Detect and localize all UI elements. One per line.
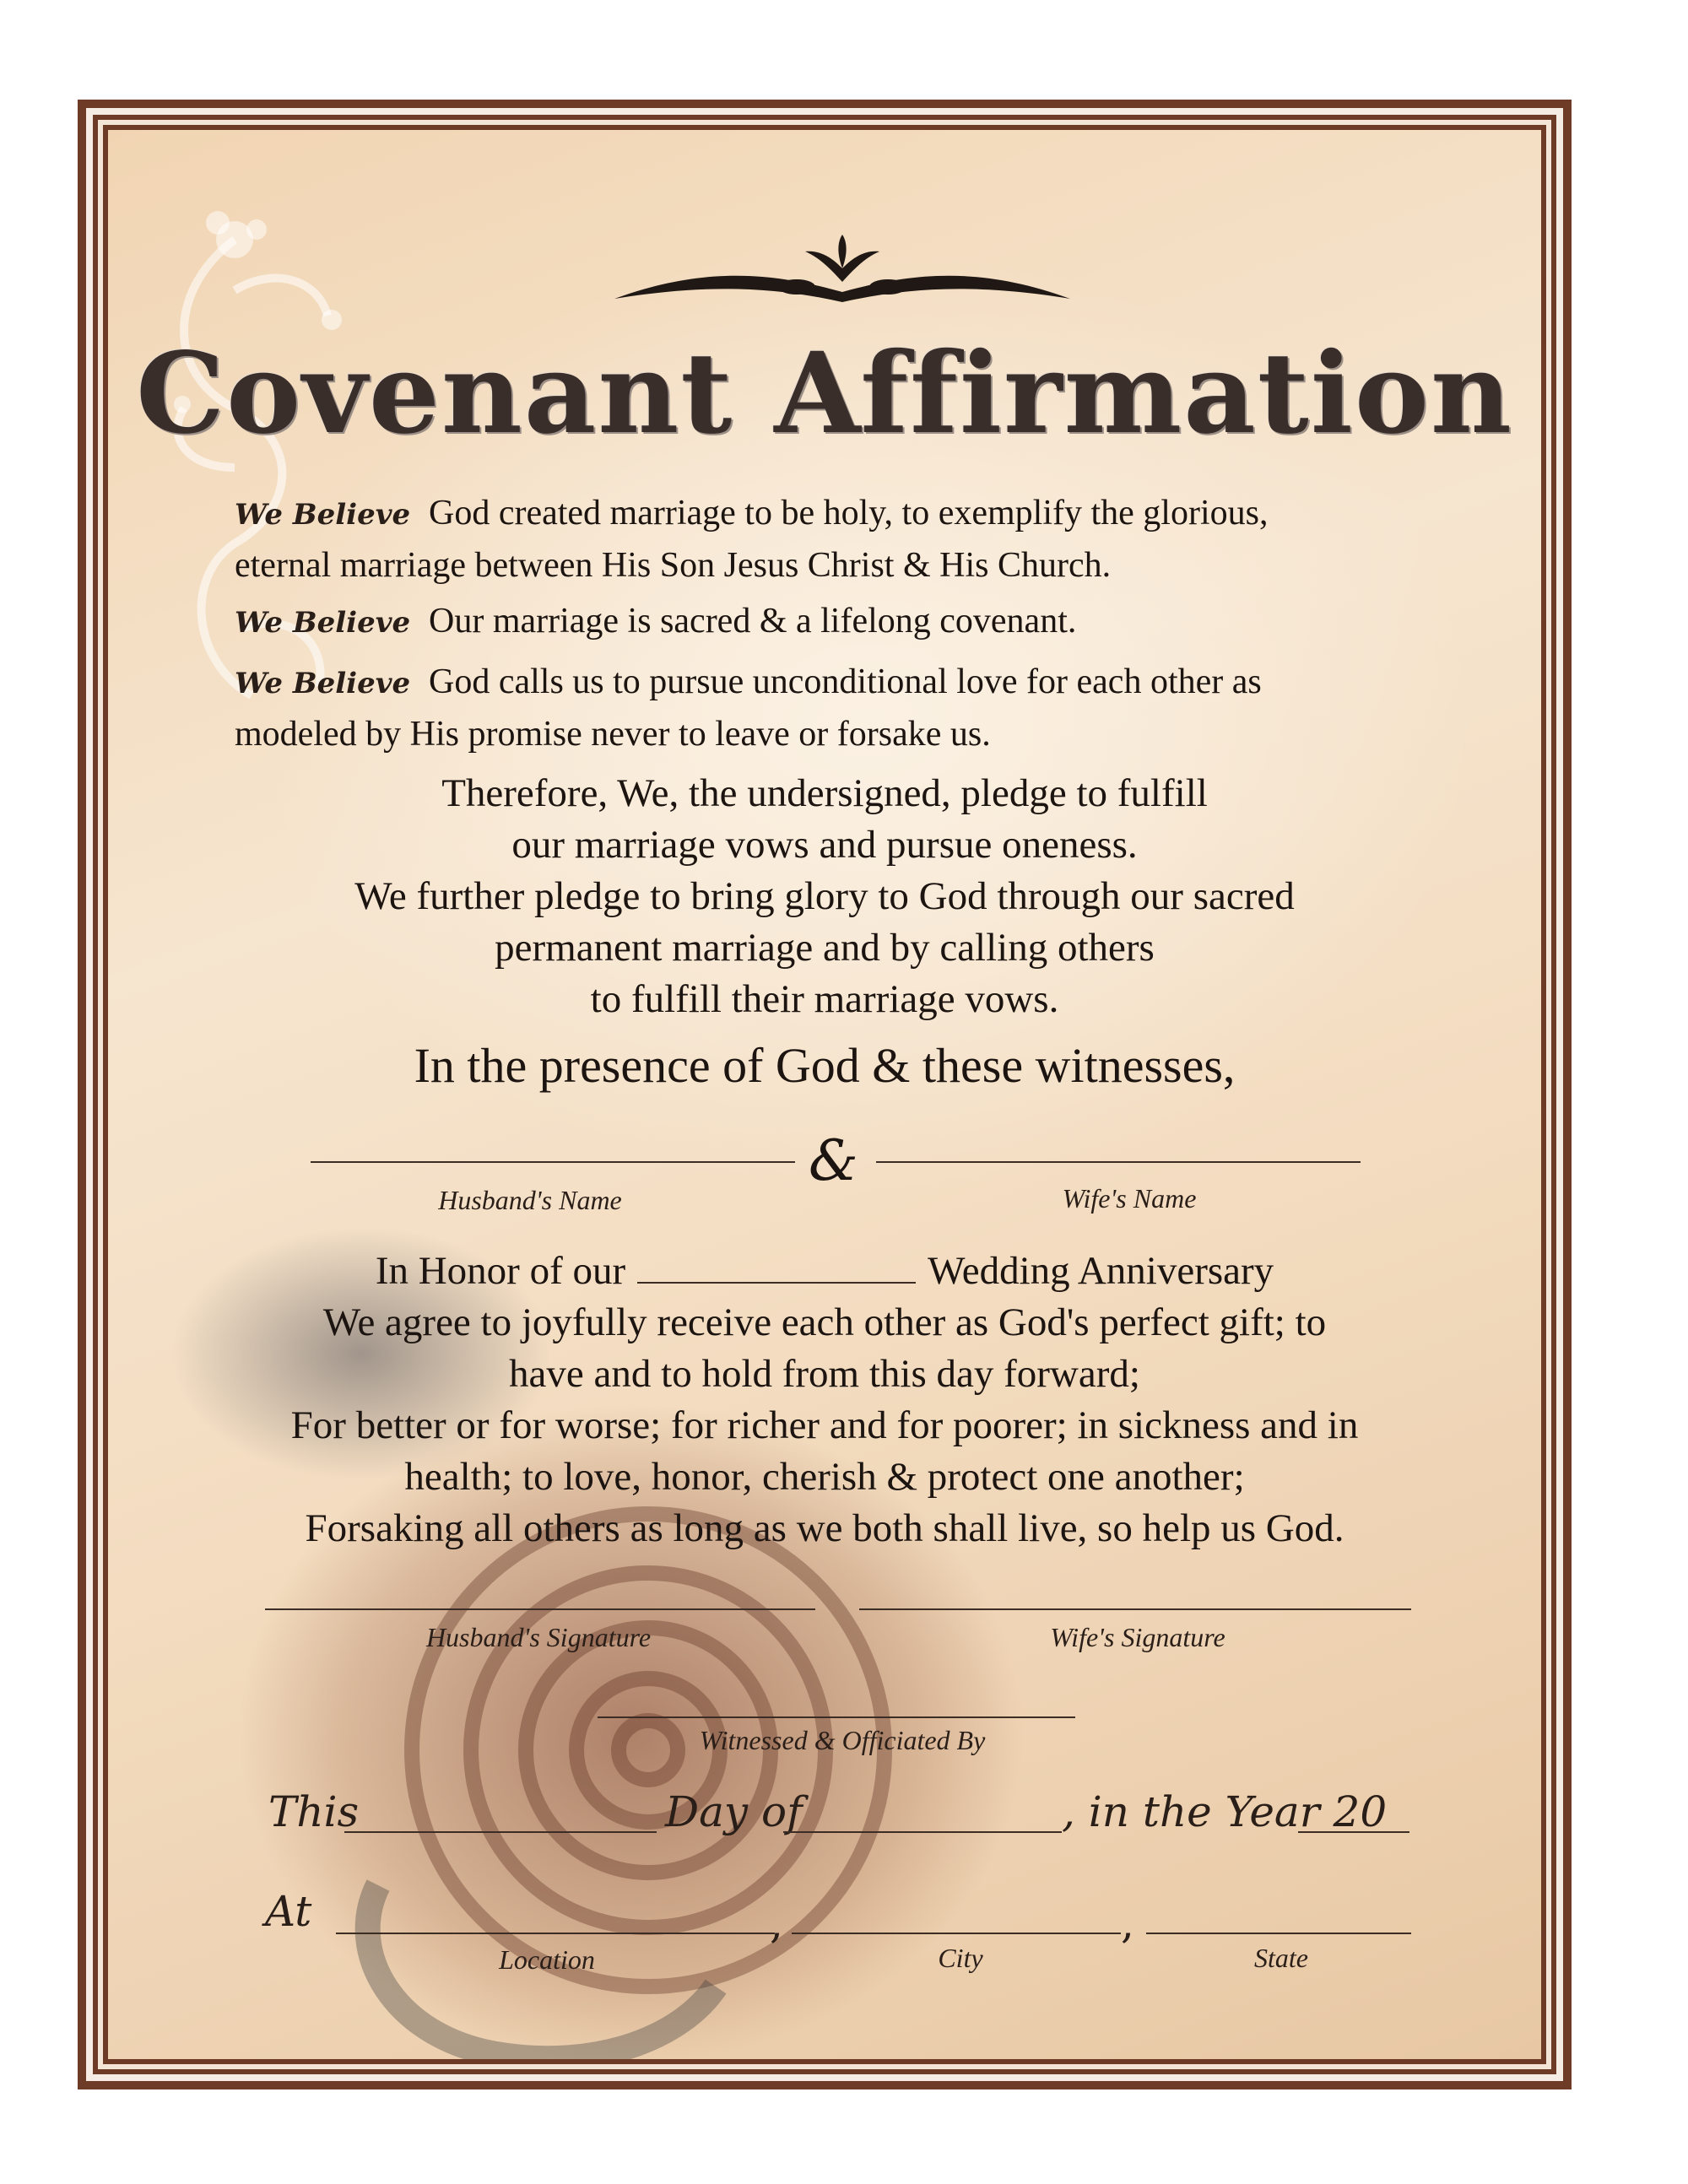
belief-text: God calls us to pursue unconditional love for each other as xyxy=(429,662,1262,701)
belief-text: God created marriage to be holy, to exemplify the glorious, xyxy=(429,494,1269,532)
certificate-paper xyxy=(108,130,1541,2059)
pledge-line: our marriage vows and pursue oneness. xyxy=(511,823,1138,867)
belief-3 xyxy=(235,657,1501,760)
belief-lead: We Believe xyxy=(235,606,411,640)
state-blank[interactable] xyxy=(1146,1933,1411,1934)
day-blank[interactable] xyxy=(344,1831,657,1833)
husband-signature-label: Husband's Signature xyxy=(425,1622,652,1652)
witness-statement: In the presence of God & these witnesses, xyxy=(414,1038,1236,1093)
pledge-line: Therefore, We, the undersigned, pledge to fulfill xyxy=(441,771,1208,815)
anniversary-blank[interactable] xyxy=(637,1248,916,1284)
city-blank[interactable] xyxy=(792,1933,1121,1934)
husband-name-label: Husband's Name xyxy=(438,1185,622,1215)
pledge-line: We further pledge to bring glory to God through our sacred xyxy=(354,874,1295,918)
anniversary-prefix: In Honor of our xyxy=(375,1249,626,1293)
husband-name-line[interactable] xyxy=(311,1161,795,1163)
at-label: At xyxy=(265,1887,312,1936)
belief-text: Our marriage is sacred & a lifelong covenant. xyxy=(429,602,1077,641)
vow-line: health; to love, honor, cherish & protect one another; xyxy=(404,1455,1245,1499)
belief-2 xyxy=(235,596,1501,648)
flourish-ornament xyxy=(606,231,1079,332)
belief-continuation: modeled by His promise never to leave or forsake us. xyxy=(235,715,991,754)
location-label: Location xyxy=(499,1944,595,1975)
anniversary-suffix: Wedding Anniversary xyxy=(928,1249,1274,1293)
pledge-line: to fulfill their marriage vows. xyxy=(590,977,1059,1021)
witness-signature-line[interactable] xyxy=(598,1716,1075,1718)
vow-line: Forsaking all others as long as we both shall live, so help us God. xyxy=(305,1506,1344,1550)
city-label: City xyxy=(938,1943,983,1973)
state-label: State xyxy=(1254,1943,1308,1973)
date-year-label: , in the Year 20 xyxy=(1062,1787,1388,1836)
belief-lead: We Believe xyxy=(235,667,411,700)
month-blank[interactable] xyxy=(783,1831,1062,1833)
pledge-paragraph xyxy=(108,768,1541,1025)
vow-line: We agree to joyfully receive each other as God's perfect gift; to xyxy=(322,1300,1327,1344)
vow-line: have and to hold from this day forward; xyxy=(509,1352,1140,1396)
comma: , xyxy=(770,1899,783,1948)
belief-lead: We Believe xyxy=(235,498,411,532)
comma: , xyxy=(1121,1899,1134,1948)
wife-signature-label: Wife's Signature xyxy=(1050,1622,1225,1652)
certificate-title: Covenant Affirmation xyxy=(136,328,1513,459)
ampersand: & xyxy=(809,1128,858,1193)
belief-1 xyxy=(235,488,1501,591)
vows-paragraph xyxy=(108,1246,1541,1554)
location-blank[interactable] xyxy=(336,1933,775,1934)
anniversary-line xyxy=(108,1246,1541,1297)
husband-signature-line[interactable] xyxy=(265,1608,815,1610)
wife-name-label: Wife's Name xyxy=(1062,1183,1197,1214)
wife-name-line[interactable] xyxy=(876,1161,1361,1163)
year-blank[interactable] xyxy=(1298,1831,1409,1833)
date-day-of-label: Day of xyxy=(665,1787,803,1836)
date-this-label: This xyxy=(268,1787,360,1836)
certificate-border xyxy=(78,100,1572,2089)
belief-continuation: eternal marriage between His Son Jesus Christ & His Church. xyxy=(235,546,1112,585)
witness-label: Witnessed & Officiated By xyxy=(699,1725,986,1755)
wife-signature-line[interactable] xyxy=(859,1608,1411,1610)
pledge-line: permanent marriage and by calling others xyxy=(495,926,1155,970)
vow-line: For better or for worse; for richer and for poorer; in sickness and in xyxy=(290,1403,1359,1447)
